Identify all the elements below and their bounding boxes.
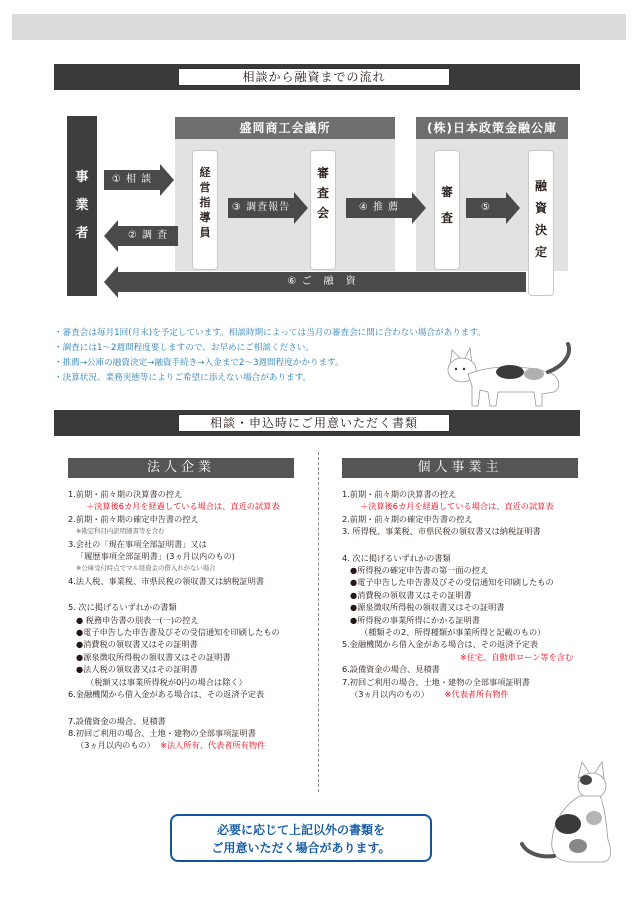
individual-heading: 個人事業主 [342, 458, 578, 478]
decision-char: 決 [534, 223, 547, 237]
advisor-char: 経 [199, 166, 211, 179]
doc-note: ＋決算後6カ月を経過している場合は、直近の試算表 [86, 501, 280, 512]
doc-subitem: ●法人税の領収書又はその証明書 [76, 664, 198, 675]
advisor-char: 営 [199, 181, 211, 194]
doc-note: （種類その2、所得種類が事業所得と記載のもの） [360, 627, 546, 638]
committee-box [310, 150, 336, 270]
review-char: 審 [440, 185, 453, 199]
doc-item: 「履歴事項全部証明書」(3ヵ月以内のもの) [76, 551, 235, 562]
decision-box [528, 150, 554, 296]
doc-item: （3ヵ月以内のもの） [350, 689, 429, 700]
sitting-cat-illustration [508, 760, 618, 864]
doc-item: 2.前期・前々期の確定申告書の控え [342, 513, 473, 524]
doc-note: ※住宅、自動車ローン等を含む [460, 651, 574, 662]
decision-char: 定 [534, 245, 547, 259]
arrow-report: ③ 調査報告 [228, 198, 294, 218]
doc-item: 8.初回ご利用の場合、土地・建物の全部事項証明書 [68, 727, 256, 738]
advisor-char: 導 [199, 211, 211, 224]
doc-subitem: ●消費税の領収書又はその証明書 [76, 639, 198, 650]
doc-item: 3.会社の「現在事項全部証明書」又は [68, 538, 207, 549]
doc-item: 5.金融機関から借入金がある場合は、その返済予定表 [342, 639, 539, 650]
arrow-consult: ① 相 談 [104, 170, 160, 190]
committee-char: 審 [316, 166, 329, 180]
individual-doc-list [342, 488, 582, 701]
doc-subitem: ●源泉徴収所得税の領収書又はその証明書 [350, 602, 505, 613]
docs-section-header [54, 410, 580, 436]
doc-note: ※法人所有、代表者所有物件 [160, 740, 266, 751]
flow-section-title: 相談から融資までの流れ [178, 68, 450, 86]
doc-item: 3. 所得税、事業税、市県民税の領収書又は納税証明書 [342, 526, 541, 537]
note-line: ・推薦→公庫の融資決定→融資手続き→入金まで2～3週間程度かかります。 [54, 358, 344, 368]
review-char: 査 [440, 211, 453, 225]
doc-subitem: ●電子申告した申告書及びその受信通知を印刷したもの [350, 577, 554, 588]
header-strip [12, 14, 626, 40]
decision-char: 資 [534, 201, 547, 215]
note-line: ・審査会は毎月1回(月末)を予定しています。相談時期によっては当月の審査会に間に合わない場合があります。 [54, 328, 486, 338]
doc-subitem: ●源泉徴収所得税の領収書又はその証明書 [76, 651, 231, 662]
doc-item: 7.設備資金の場合、見積書 [68, 715, 166, 726]
notice-line: 必要に応じて上記以外の書類を [216, 823, 385, 837]
walking-cat-illustration [438, 342, 578, 410]
doc-subitem: ● 税務申告書の別表一(一)の控え [76, 614, 199, 625]
decision-char: 融 [534, 179, 547, 193]
committee-char: 会 [316, 206, 329, 220]
doc-subitem: ●所得税の事業所得にかかる証明書 [350, 614, 480, 625]
doc-item: 7.初回ご利用の場合、土地・建物の全部事項証明書 [342, 676, 530, 687]
flow-section-header [54, 64, 580, 90]
doc-item: （3ヵ月以内のもの） [76, 740, 155, 751]
doc-note: ※勘定科目内訳明細書等を含む [76, 527, 165, 536]
doc-item: 4.法人税、事業税、市県民税の領収書又は納税証明書 [68, 575, 265, 586]
doc-item: 1.前期・前々期の決算書の控え [68, 489, 183, 499]
notice-box [170, 814, 432, 862]
doc-note: ※代表者所有物件 [444, 689, 509, 700]
advisor-box [192, 150, 218, 270]
arrow-survey: ② 調 査 [118, 226, 178, 246]
docs-section-title: 相談・申込時にご用意いただく書類 [178, 414, 450, 432]
doc-subitem: ●電子申告した申告書及びその受信通知を印刷したもの [76, 627, 280, 638]
column-divider [318, 452, 319, 792]
doc-item: 5. 次に掲げるいずれかの書類 [68, 602, 177, 613]
doc-note: ※公庫受付時点でマル経資金の借入れがない場合 [76, 564, 216, 573]
advisor-char: 員 [199, 226, 211, 239]
doc-note: ＋決算後6カ月を経過している場合は、直近の試算表 [360, 501, 554, 512]
committee-char: 査 [316, 186, 329, 200]
org-jfc-header: (株)日本政策金融公庫 [416, 117, 568, 139]
doc-item: 2.前期・前々期の確定申告書の控え [68, 513, 199, 524]
doc-item: 4. 次に掲げるいずれかの書類 [342, 552, 451, 563]
arrow-step5: ⑤ [466, 198, 506, 218]
doc-item: 6.金融機関から借入金がある場合は、その返済予定表 [68, 689, 265, 700]
org-chamber-header: 盛岡商工会議所 [175, 117, 395, 139]
advisor-char: 指 [199, 196, 211, 209]
arrow-recommend: ④ 推 薦 [346, 198, 412, 218]
note-line: ・調査には1～2週間程度要しますので、お早めにご相談ください。 [54, 343, 314, 353]
corporate-doc-list [68, 488, 314, 752]
doc-subitem: ●消費税の領収書又はその証明書 [350, 589, 472, 600]
business-label [67, 164, 97, 248]
arrow-loan: ⑥ ご 融 資 [118, 272, 526, 292]
doc-note: （税額又は事業所得税が0円の場合は除く） [86, 676, 247, 687]
business-label-text: 事 業 者 [75, 170, 89, 241]
note-line: ・決算状況、業務実態等によりご希望に添えない場合があります。 [54, 373, 312, 383]
doc-subitem: ●所得税の確定申告書の第一面の控え [350, 565, 489, 576]
doc-item: 1.前期・前々期の決算書の控え [342, 489, 457, 499]
doc-item: 6.設備資金の場合、見積書 [342, 664, 440, 675]
notice-line: ご用意いただく場合があります。 [211, 841, 391, 855]
business-label-bar [67, 116, 97, 296]
corporate-heading: 法人企業 [68, 458, 294, 478]
review-box [434, 150, 460, 270]
